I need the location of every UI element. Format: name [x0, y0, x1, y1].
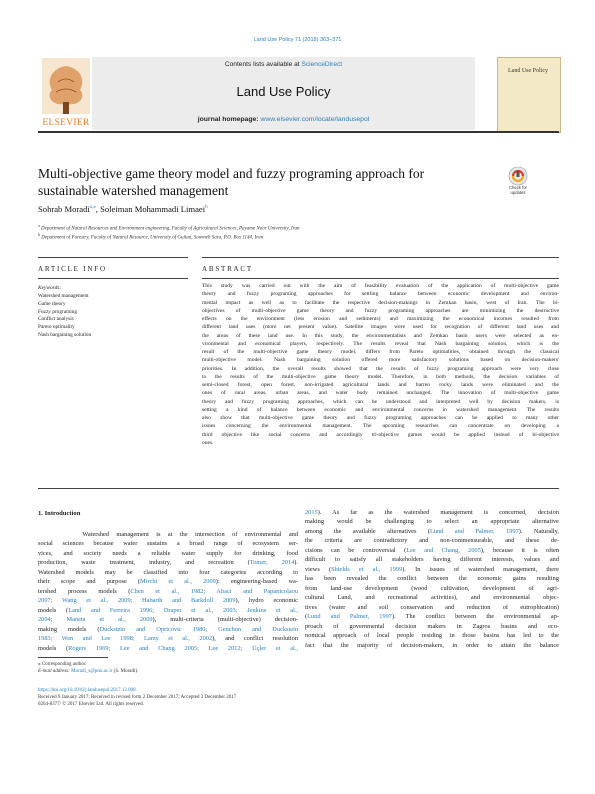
keyword-item: Conflict analysis: [38, 316, 74, 323]
citation-link[interactable]: Lund and Palmer, 1997: [429, 527, 519, 535]
body-text: fact that the majority of decision-makers, in order to attain the balance: [305, 641, 559, 649]
abstract-line: This study was carried out with the aim of feasibility evaluation of the application of multi-objective game: [202, 283, 559, 289]
keyword-item: Fuzzy programing: [38, 308, 77, 315]
doi-link[interactable]: https://doi.org/10.1016/j.landusepol.2017.12.008: [38, 688, 136, 693]
keyword-item: Watershed management: [38, 293, 89, 299]
abstract-line: issues concerning the environmental management. The upcoming researches can concentrate on developing a: [202, 423, 559, 430]
abstract-line: the areas of these land use. In this study, the environmentalists and Zemkan basin users were selected as en-: [202, 332, 559, 339]
body-column-right: [305, 508, 559, 650]
cover-title: Land Use Policy: [508, 68, 548, 74]
body-column-left: [38, 530, 298, 653]
abstract-body: [202, 282, 559, 447]
body-text-line: [305, 565, 559, 574]
citation-link[interactable]: 1983; Wen and Lee 1998; Lamy et al., 2002: [38, 635, 213, 643]
publisher-name: ELSEVIER: [42, 118, 90, 128]
body-text-line: [38, 539, 298, 548]
copyright-notice: 0264-8377/ © 2017 Elsevier Ltd. All rights reserved.: [38, 702, 144, 708]
body-text: views (: [305, 565, 332, 573]
citation-link[interactable]: Land and Ferreira 1996; Draper et al., 2003; Jenkins et al.,: [68, 606, 299, 614]
body-text-line: [305, 622, 559, 631]
citation-link[interactable]: Duckstein and Opricovic 1980; Genchon and Duckstein: [99, 625, 298, 633]
title-line: Multi-objective game theory model and fuzzy programing approach for: [38, 166, 425, 181]
abstract-line: vironmental and economical players, respectively. The results reveal that Nash bargaining solution, which is the: [202, 340, 559, 347]
journal-homepage: [92, 116, 475, 123]
article-info-heading: ARTICLE INFO: [38, 265, 107, 273]
citation-link[interactable]: Mirchi et al., 2009: [140, 578, 216, 586]
citation-link[interactable]: Tomer, 2014: [249, 559, 295, 567]
abstract-line: ones of rural areas, urban areas, and water body remained unchanged. The innovation of multi-objective game: [202, 390, 559, 397]
abstract-line: semi-closed forest, open forest, non-irrigated agricultural lands and barren rocky lands were eliminated and the: [202, 382, 559, 388]
body-text-line: [38, 615, 298, 624]
author-affiliation-marker[interactable]: a,⁎: [89, 205, 96, 211]
citation-link[interactable]: 2004; Maneta et al., 2009: [38, 616, 153, 624]
contents-available-line: [92, 61, 475, 68]
keywords-list: [38, 293, 91, 340]
body-text: ). As far as the watershed management is concerned, decision: [317, 509, 559, 516]
body-text-line: [305, 536, 559, 545]
body-text: ).: [294, 559, 298, 567]
body-text-line: [305, 612, 559, 621]
keywords-label: Keywords:: [38, 285, 62, 291]
article-meta: [38, 687, 236, 709]
body-text-line: [38, 596, 298, 605]
check-for-updates-label: [500, 186, 536, 195]
body-text-line: [38, 530, 298, 539]
author-list: [38, 204, 208, 214]
email-note: [38, 669, 138, 674]
keyword-item: Nash bargaining solution: [38, 331, 92, 338]
body-text: models (: [38, 644, 69, 652]
body-text: production, waste treatment, industry, and recreation (: [38, 559, 250, 567]
body-text-line: [38, 606, 298, 615]
body-text: social sciences because water sustains a broad range of ecosystem ser-: [38, 540, 298, 548]
body-text: proach of governmental decision makers in Zagros basins and eco-: [305, 622, 559, 630]
corresponding-author-note: ⁎ Corresponding author.: [38, 662, 87, 667]
sciencedirect-link[interactable]: ScienceDirect: [301, 61, 343, 68]
body-text: among the available alternatives (: [305, 527, 430, 535]
abstract-line: priorities. In addition, the overall results showed that the results of fuzzy programing approach were very close: [202, 365, 559, 372]
affiliation-marker: a: [38, 223, 40, 228]
abstract-line: result of the multi-objective game theory model, differs from Pareto optimalities, obtained through the classical: [202, 349, 559, 355]
body-text: ), because it is often: [480, 546, 559, 554]
abstract-line: objectives of multi-objective game theory and fuzzy programing approaches are minimizing the destructive: [202, 307, 559, 314]
body-text: has been revealed the conflict between the economic gains resulting: [305, 575, 559, 583]
body-text: ): engineering-based wa-: [215, 578, 298, 586]
body-text-line: [305, 555, 559, 564]
abstract-line: mental impact as well as to facilitate the respective decision-makings in Zemkan basin, west of Iran. The bi-: [202, 299, 559, 306]
body-text-line: [38, 577, 298, 586]
journal-title: Land Use Policy: [236, 84, 331, 99]
body-text: difficult to satisfy all stakeholders having different interests, values and: [305, 556, 559, 564]
journal-reference[interactable]: Land Use Policy 71 (2018) 363–371: [253, 37, 342, 43]
abstract-line: different land uses (more net present value). Satellite images were used for recognition of different land uses and: [202, 324, 559, 331]
citation-link[interactable]: Lund and Palmer, 1997: [307, 613, 392, 621]
abstract-line: also show that multi-objective game theory and fuzzy programing approaches can be applied to many other: [202, 415, 559, 421]
abstract-line: multi-objective model. Nash bargaining solution offered more satisfactory solutions based on decision-makers': [202, 357, 559, 364]
article-info-rule-top: [38, 257, 188, 258]
body-text: cultural Land, and recreational activities), and environmental objec-: [305, 594, 559, 602]
citation-link[interactable]: Shields et al., 1999: [331, 565, 403, 573]
body-text: cisions can be controversial (: [305, 546, 407, 554]
body-text: ). The conflict between the environmental ap-: [391, 613, 560, 621]
body-text-line: [305, 584, 559, 593]
body-text-line: [305, 631, 559, 640]
body-text: tives (water and soil conservation and reduction of eutrophication): [305, 603, 559, 611]
email-suffix: (S. Moradi).: [112, 669, 139, 674]
body-text: ), and conflict resolution: [212, 635, 298, 643]
body-text-line: [38, 549, 298, 558]
footnote-rule: [38, 657, 108, 658]
email-link[interactable]: Moradi_s@pnu.ac.ir: [71, 669, 113, 674]
abstract-line: to the results of the multi-objective game theory model. Therefore, in both methods, the decision variables of: [202, 373, 559, 380]
abstract-line: setting a kind of balance between economic and environmental concerns in watershed management. The results: [202, 406, 559, 413]
author-name[interactable]: Sohrab Moradi: [38, 204, 90, 214]
author-separator: ,: [95, 204, 101, 214]
body-text-line: [38, 644, 298, 653]
keyword-item: Pareto optimality: [38, 324, 75, 331]
section-heading-introduction: 1. Introduction: [38, 510, 81, 517]
citation-link[interactable]: Chen et al., 1982; Abaci and Papanicolaou: [130, 587, 298, 595]
body-text: Watershed management is at the intersection of environmental and: [38, 531, 298, 538]
abstract-rule-top: [202, 257, 559, 258]
body-text: the criteria are contradictory and non-commensurable, and these de-: [305, 537, 559, 545]
body-text: (: [305, 613, 308, 621]
body-text-line: [38, 558, 298, 567]
body-text: ). In issues of watershed management, there: [402, 565, 559, 573]
homepage-link[interactable]: www.elsevier.com/locate/landusepol: [260, 116, 370, 123]
badge-line: updates: [510, 189, 526, 195]
author-affiliation-marker[interactable]: b: [205, 205, 208, 211]
contents-prefix: Contents lists available at: [224, 61, 302, 68]
abstract-heading: ABSTRACT: [202, 265, 253, 273]
body-text-line: [38, 568, 298, 577]
body-text-line: [305, 603, 559, 612]
body-text-line: [305, 527, 559, 536]
body-text: ), hydro economic: [235, 597, 298, 605]
received-dates: Received 9 January 2017; Received in revised form 2 December 2017; Accepted 3 December 2017: [38, 695, 237, 701]
body-text: from land-use development (wood cultivation, development of agri-: [305, 584, 559, 592]
body-text: nomical approach of local people residing in those basins has led to the: [305, 632, 559, 640]
body-text: ), multi-criteria (multi-objective) decision-: [152, 616, 298, 624]
body-text: models (: [38, 606, 69, 614]
citation-link[interactable]: Rogers 1969; Lee and Chang 2005; Lee 2012; Üçler et al.,: [68, 644, 298, 652]
badge-line: Check for: [509, 185, 527, 190]
homepage-label: journal homepage:: [197, 116, 261, 123]
body-text: vices, and society needs a reliable water supply for drinking, food: [38, 549, 298, 557]
abstract-rule-bottom: [38, 488, 559, 489]
body-text-line: [305, 517, 559, 526]
email-label: E-mail address:: [38, 669, 72, 674]
body-text: ). Naturally,: [518, 527, 560, 535]
affiliation-a: [38, 223, 300, 232]
paper-title: [38, 165, 468, 199]
article-info-rule: [38, 278, 188, 279]
body-text: Watershed models may be classified into four categories according to: [38, 568, 298, 576]
body-text-line: [305, 641, 559, 650]
body-text-line: [38, 625, 298, 634]
affiliation-text: Department of Forestry, Faculty of Natural Resource, University of Guilan, Sowmeh Sara, P.O. Box 1144, Iran: [41, 235, 264, 241]
abstract-line: theory and fuzzy programing approaches for settling balance between economic development and environ-: [202, 291, 559, 298]
abstract-line: ones.: [202, 439, 214, 446]
body-text-line: [38, 587, 298, 596]
citation-link[interactable]: Lee and Chang, 2005: [406, 546, 481, 554]
body-text-line: [305, 508, 559, 517]
title-line: sustainable watershed management: [38, 183, 229, 198]
body-text-line: [38, 634, 298, 643]
header-rule: [38, 131, 559, 133]
abstract-line: third objective like social concerns and accordingly tri-objective games would be applied instead of bi-objective: [202, 431, 559, 438]
affiliation-text: Department of Natural Resources and Environment engineering, Faculty of Agricultural Sciences, Payame Noor University, Iran: [41, 226, 300, 232]
citation-link[interactable]: 2015: [305, 509, 318, 516]
affiliation-b: [38, 232, 263, 241]
body-text-line: [305, 593, 559, 602]
body-text: tershed process models (: [38, 587, 131, 595]
citation-link[interactable]: 2007; Wang et al., 2009; Habarth and Barkdoll 2009: [38, 597, 236, 605]
keyword-item: Game theory: [38, 300, 66, 307]
author-name[interactable]: Soleiman Mohammadi Limaei: [100, 204, 206, 214]
abstract-line: effects on the environment (less erosion and sediments) and maximizing the economical incomes resulted from: [202, 316, 559, 322]
abstract-rule: [202, 278, 559, 279]
abstract-line: theory and fuzzy programing approaches, which can be understood and interpreted well by decision makers, is: [202, 398, 559, 405]
body-text: making would be challenging to select an appropriate alternative: [305, 518, 559, 526]
affiliation-marker: b: [38, 232, 40, 237]
body-text: making models (: [38, 625, 100, 633]
body-text-line: [305, 546, 559, 555]
body-text: their scope and purpose (: [38, 578, 141, 586]
body-text-line: [305, 574, 559, 583]
